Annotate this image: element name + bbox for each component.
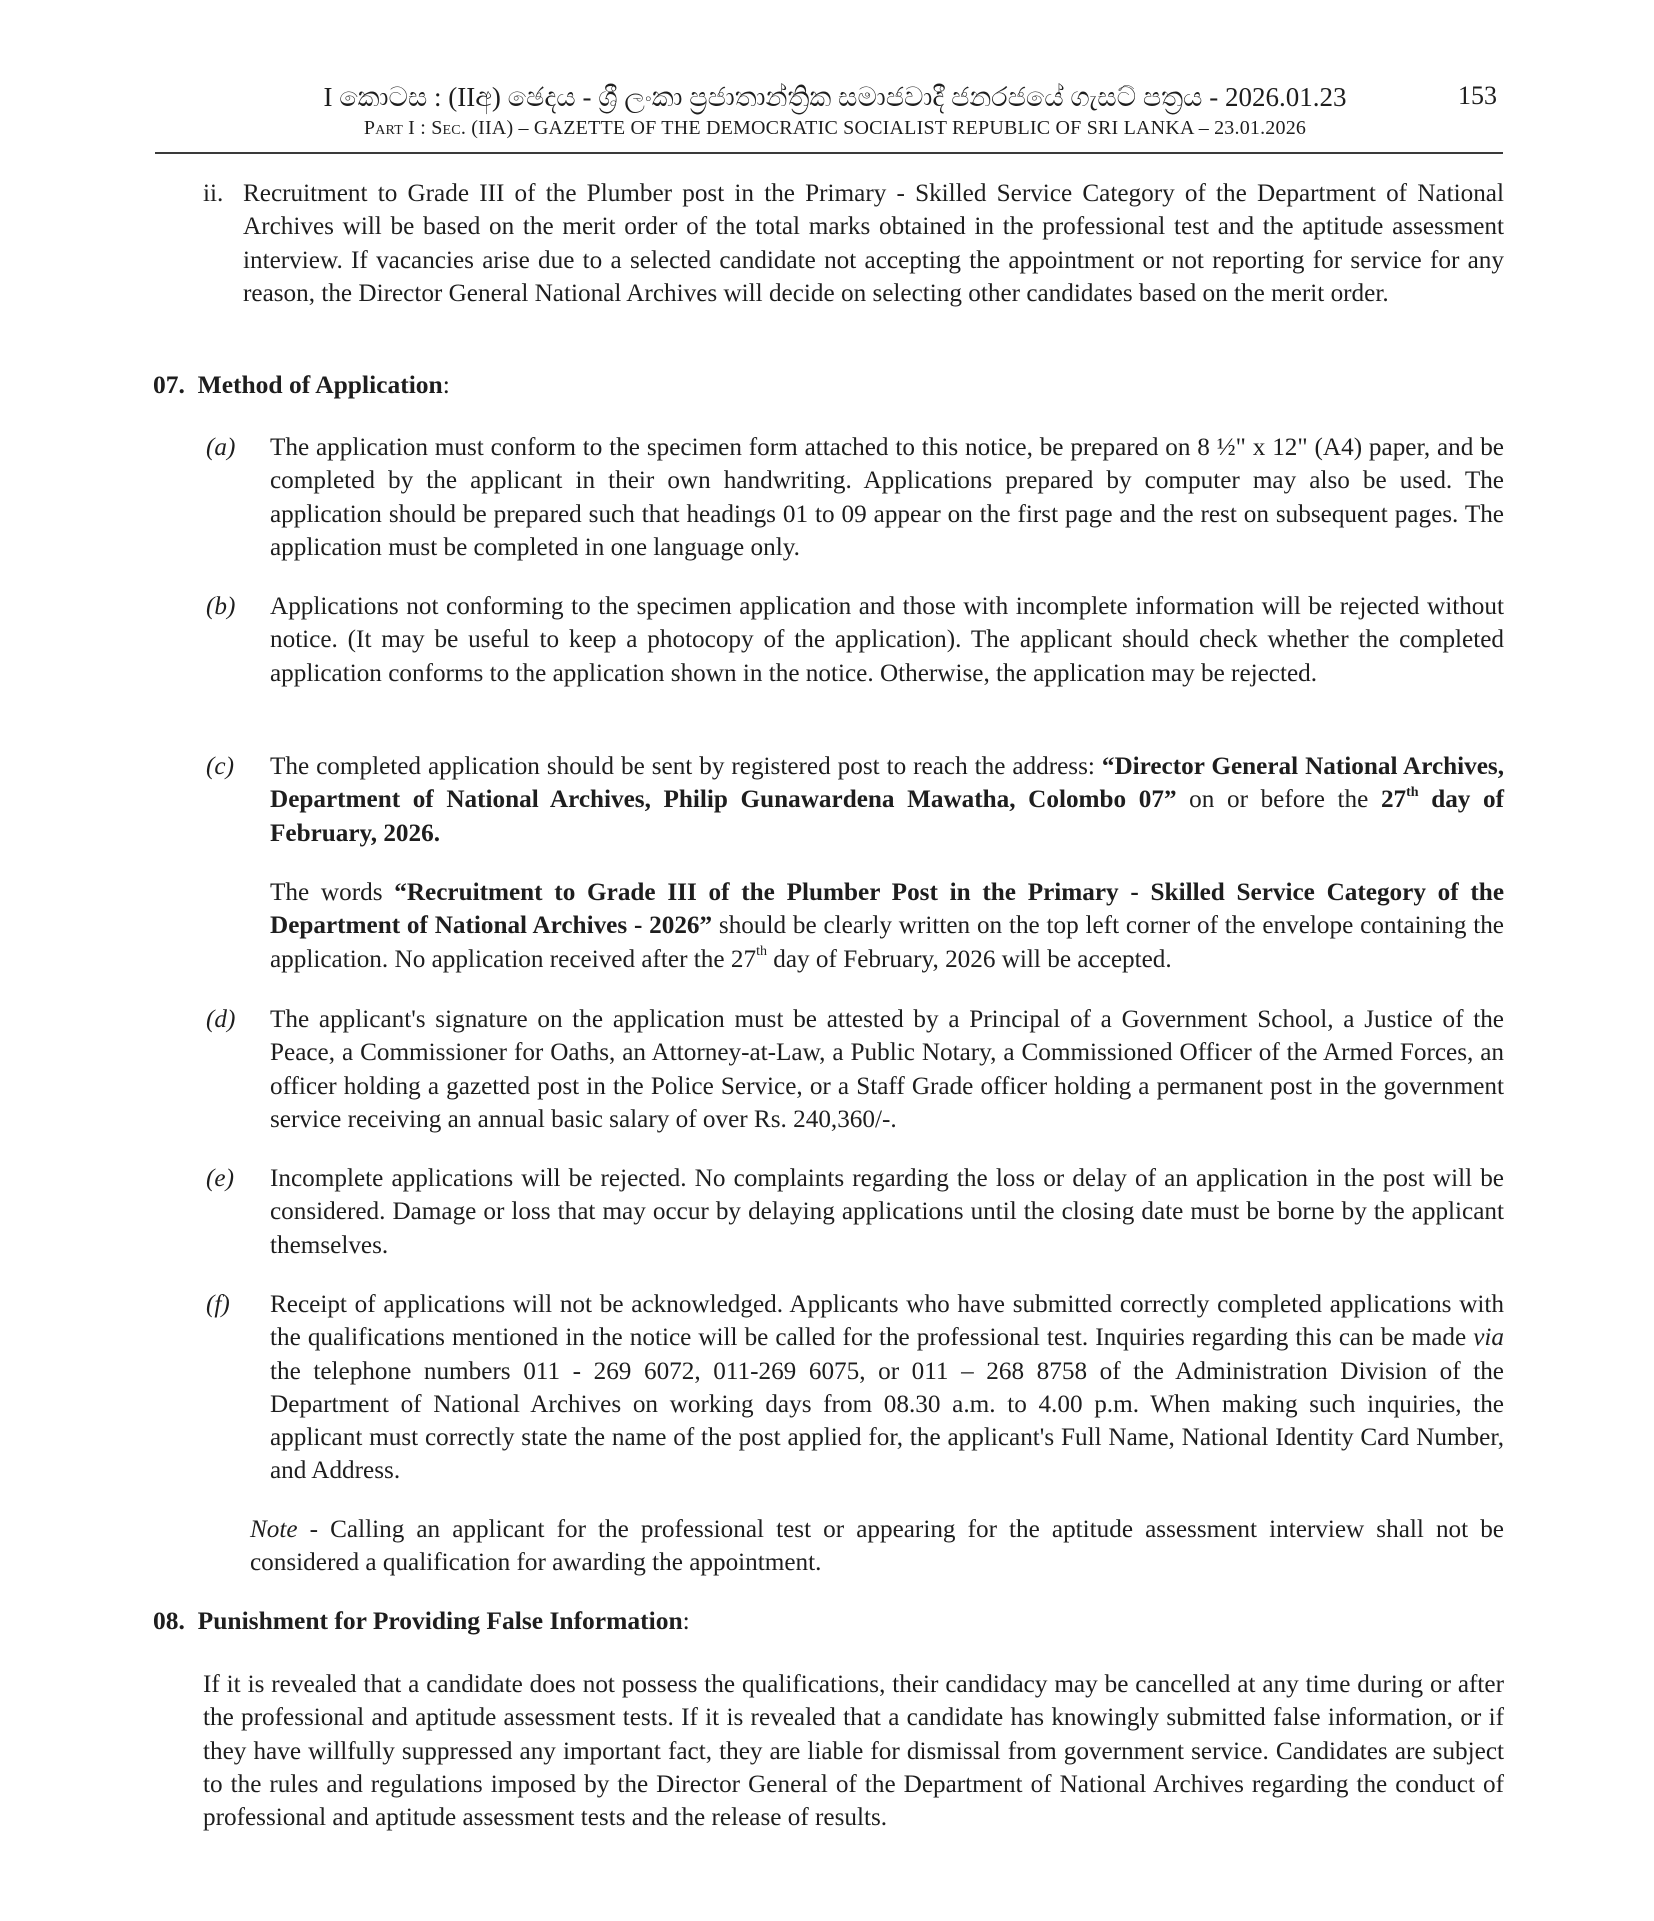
section-07-note [250, 1513, 1504, 1580]
item-f-via: via [1473, 1324, 1504, 1352]
header-rule [155, 152, 1503, 154]
item-c-deadline-date: day of February, 2026. [270, 786, 1505, 847]
item-c-p2-end: day of February, 2026 will be accepted. [766, 945, 1172, 973]
item-c-address: “Director General National Archives, Department of National Archives, Philip Gunawardena Mawatha, Colombo 07” [270, 753, 1504, 814]
section-08-title: Punishment for Providing False Information [197, 1606, 683, 1635]
header-sec-label: Sec. [431, 117, 467, 139]
note-text: - Calling an applicant for the professional test or appearing for the aptitude assessment interview shall not be considered a qualification for awarding the appointment. [250, 1516, 1504, 1577]
item-c-p1-mid: on or before the [1176, 786, 1381, 814]
item-a-marker: (a) [206, 434, 236, 461]
clause-ii-marker: ii. [203, 180, 224, 207]
section-07-heading [153, 368, 450, 402]
section-07-title: Method of Application [197, 370, 443, 399]
item-c-envelope-words: “Recruitment to Grade III of the Plumber Post in the Primary - Skilled Service Category of the Department of National Archives - 2026” [270, 879, 1504, 940]
item-a-text: The application must conform to the specimen form attached to this notice, be prepared on 8 ½" x 12" (A4) paper, and be completed by the applicant in their own handwriting. Applications prepared by computer may also be used. The application should be prepared such that headings 01 to 09 appear on the first page and the rest on subsequent pages. The application must be completed in one language only. [270, 434, 1504, 561]
item-f-text-end: the telephone numbers 011 - 269 6072, 011-269 6075, or 011 – 268 8758 of the Administration Division of the Department of National Archives on working days from 08.30 a.m. to 4.00 p.m. When making such inquiries, the applicant must correctly state the name of the post applied for, the applicant's Full Name, National Identity Card Number, and Address. [270, 1357, 1504, 1485]
item-c-paragraph-1 [270, 750, 1504, 850]
section-08-number: 08. [153, 1606, 185, 1635]
item-c-deadline-sup: th [1406, 784, 1419, 800]
item-d-text: The applicant's signature on the application must be attested by a Principal of a Government School, a Justice of the Peace, a Commissioner for Oaths, an Attorney-at-Law, a Public Notary, a Commissioned Officer of the Armed Forces, an officer holding a gazetted post in the Police Service, or a Staff Grade officer holding a permanent post in the government service receiving an annual basic salary of over Rs. 240,360/-. [270, 1006, 1504, 1133]
item-b-text: Applications not conforming to the specimen application and those with incomplete information will be rejected without notice. (It may be useful to keep a photocopy of the application). The applicant should check whether the completed application conforms to the application shown in the notice. Otherwise, the application may be rejected. [270, 593, 1504, 687]
item-d-marker: (d) [206, 1006, 236, 1033]
item-b-marker: (b) [206, 593, 236, 620]
item-c-marker: (c) [206, 753, 234, 780]
item-f-text [270, 1288, 1504, 1488]
header-gazette-title: (IIA) – GAZETTE OF THE DEMOCRATIC SOCIALIST REPUBLIC OF SRI LANKA – 23.01.2026 [466, 117, 1307, 139]
item-c-paragraph-2 [270, 876, 1504, 976]
header-part-number: I : [402, 117, 432, 139]
item-c-p2-mid: should be clearly written on the top left corner of the envelope containing the application. No application received after the 27 [270, 912, 1504, 973]
page-number: 153 [1458, 81, 1497, 110]
item-e-marker: (e) [206, 1165, 234, 1192]
item-c-p2-start: The words [270, 879, 395, 906]
item-f-marker: (f) [206, 1291, 230, 1318]
header-sinhala-title: I කොටස : (IIඅ) ඡෙදය - ශ්‍රී ලංකා ප්‍රජාතාන්ත්‍රික සමාජවාදී ජනරජයේ ගැසට් පත්‍රය - 2026.01.23 [323, 82, 1347, 112]
section-07-colon: : [442, 370, 450, 399]
item-c-deadline-day: 27 [1380, 786, 1407, 814]
header-english-title [300, 115, 1370, 141]
section-08-colon: : [682, 1606, 690, 1635]
note-label: Note [250, 1516, 298, 1543]
header-part-label: Part [363, 117, 403, 139]
section-08-heading [153, 1604, 690, 1638]
item-f-text-start: Receipt of applications will not be acknowledged. Applicants who have submitted correctly completed applications with the qualifications mentioned in the notice will be called for the professional test. Inquiries regarding this can be made [270, 1291, 1504, 1352]
section-07-number: 07. [153, 370, 185, 399]
section-08-text: If it is revealed that a candidate does not possess the qualifications, their candidacy may be cancelled at any time during or after the professional and aptitude assessment tests. If it is revealed that a candidate has knowingly submitted false information, or if they have willfully suppressed any important fact, they are liable for dismissal from government service. Candidates are subject to the rules and regulations imposed by the Director General of the Department of National Archives regarding the conduct of professional and aptitude assessment tests and the release of results. [203, 1671, 1504, 1832]
item-c-p1-start: The completed application should be sent by registered post to reach the address: [270, 753, 1102, 780]
item-e-text: Incomplete applications will be rejected. No complaints regarding the loss or delay of an application in the post will be considered. Damage or loss that may occur by delaying applications until the closing date must be borne by the applicant themselves. [270, 1165, 1504, 1259]
clause-ii-text: Recruitment to Grade III of the Plumber post in the Primary - Skilled Service Category of the Department of National Archives will be based on the merit order of the total marks obtained in the professional test and the aptitude assessment interview. If vacancies arise due to a selected candidate not accepting the appointment or not reporting for service for any reason, the Director General National Archives will decide on selecting other candidates based on the merit order. [243, 180, 1504, 307]
item-c-p2-sup: th [756, 944, 767, 960]
